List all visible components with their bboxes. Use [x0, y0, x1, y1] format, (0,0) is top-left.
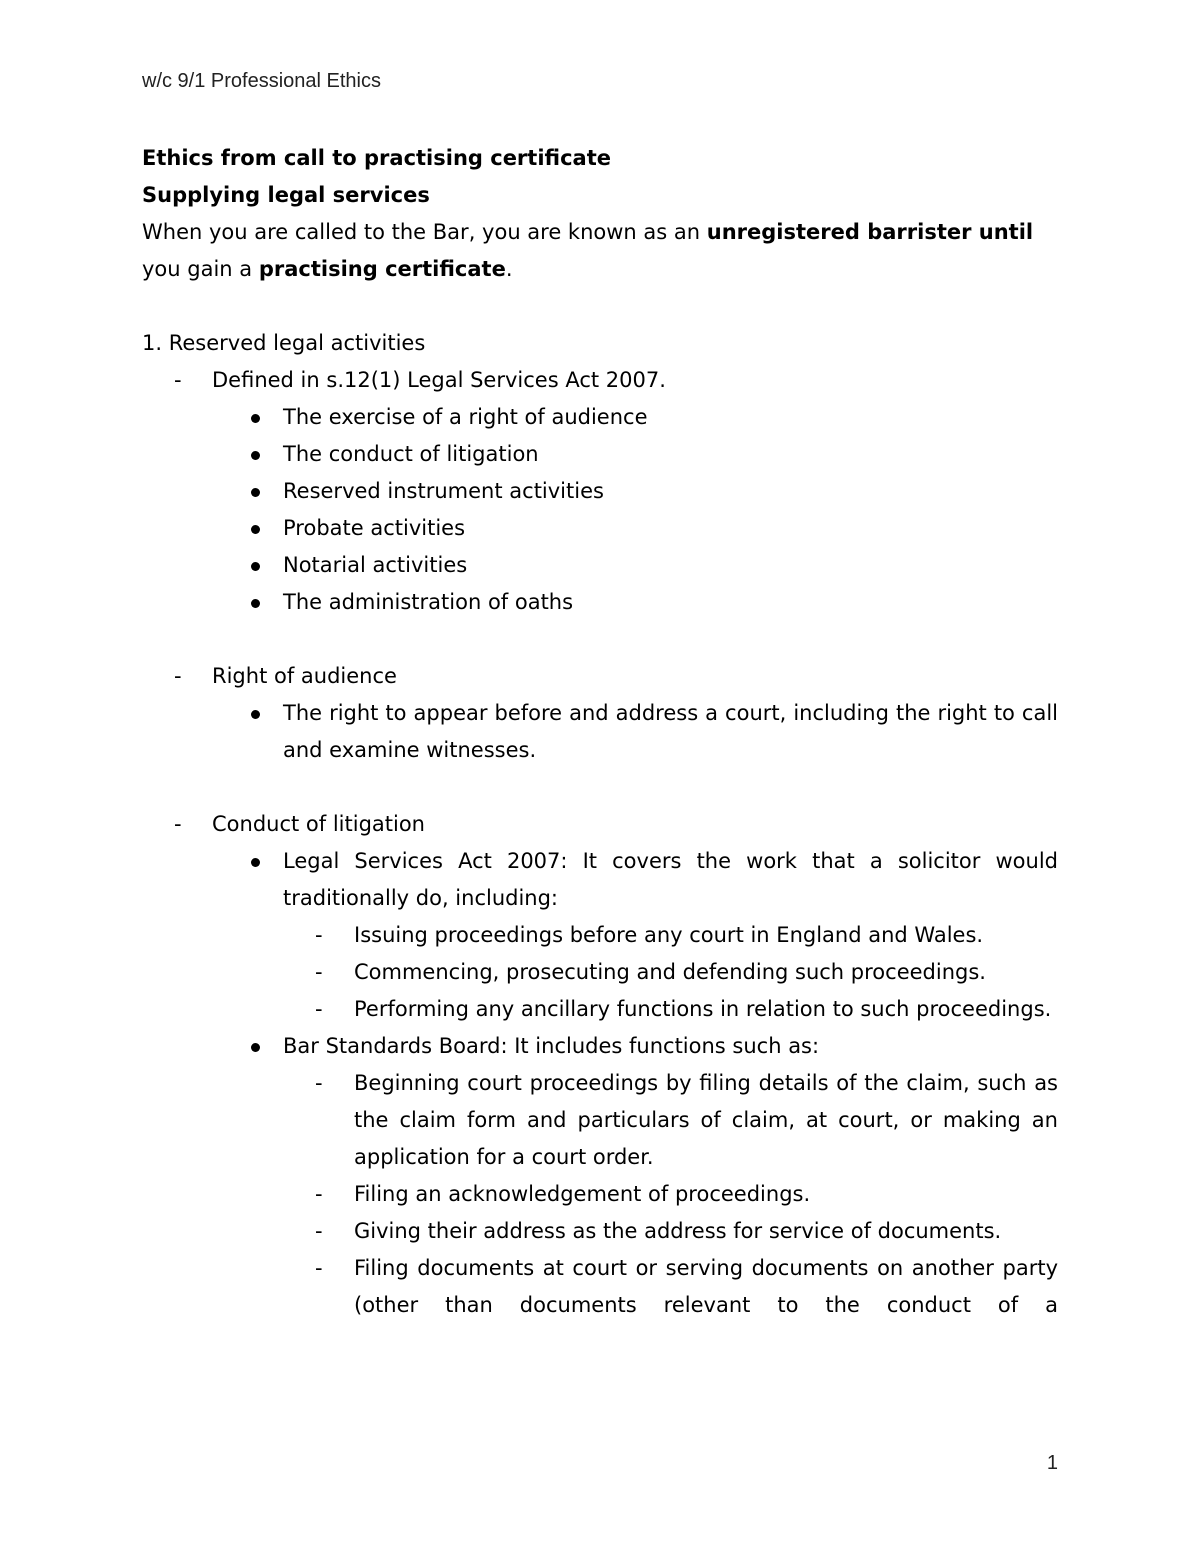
lsa-sub-item — [142, 954, 1058, 991]
bullet-icon — [251, 858, 260, 867]
activity-item — [142, 399, 1058, 436]
defined-text: Defined in s.12(1) Legal Services Act 2007. — [212, 368, 666, 392]
page-header: w/c 9/1 Professional Ethics — [142, 70, 381, 92]
activity-text: The exercise of a right of audience — [283, 405, 648, 429]
intro-period: . — [505, 257, 513, 281]
lsa-sub-item — [142, 917, 1058, 954]
right-of-audience-item — [142, 658, 1058, 695]
document-body — [142, 140, 1058, 1324]
lsa-sub-text: Performing any ancillary functions in relation to such proceedings. — [354, 997, 1052, 1021]
right-of-audience-text: The right to appear before and address a court, including the right to call and examine witnesses. — [283, 701, 1058, 762]
bsb-sub-item — [142, 1213, 1058, 1250]
activity-item — [142, 584, 1058, 621]
page-number: 1 — [1046, 1452, 1058, 1474]
document-title: Ethics from call to practising certificate — [142, 146, 611, 170]
activity-item — [142, 436, 1058, 473]
right-of-audience-label: Right of audience — [212, 664, 397, 688]
dash-marker: - — [315, 960, 323, 984]
bsb-sub-text: Filing documents at court or serving documents on another party (other than documents relevant to the conduct of a — [354, 1256, 1058, 1317]
intro-text: When you are called to the Bar, you are known as an — [142, 220, 707, 244]
bullet-icon — [251, 488, 260, 497]
dash-marker: - — [315, 1256, 323, 1280]
activity-text: Probate activities — [283, 516, 466, 540]
bsb-sub-item — [142, 1176, 1058, 1213]
bsb-bullet — [142, 1028, 1058, 1065]
lsa-sub-item — [142, 991, 1058, 1028]
intro-line-2 — [142, 251, 1058, 288]
activity-item — [142, 547, 1058, 584]
activity-item — [142, 473, 1058, 510]
lsa-bullet-text: Legal Services Act 2007: It covers the work that a solicitor would traditionally do, including: — [283, 849, 1058, 910]
dash-marker: - — [315, 1219, 323, 1243]
activity-item — [142, 510, 1058, 547]
section-heading: 1. Reserved legal activities — [142, 331, 426, 355]
bullet-icon — [251, 599, 260, 608]
conduct-of-litigation-item — [142, 806, 1058, 843]
bullet-icon — [251, 710, 260, 719]
lsa-sub-text: Issuing proceedings before any court in England and Wales. — [354, 923, 984, 947]
bsb-sub-text: Beginning court proceedings by filing details of the claim, such as the claim form and particulars of claim, at court, or making an application for a court order. — [354, 1071, 1058, 1169]
bsb-sub-text: Giving their address as the address for service of documents. — [354, 1219, 1002, 1243]
activity-text: The conduct of litigation — [283, 442, 539, 466]
intro-bold-term-2: practising certificate — [258, 257, 506, 281]
dash-marker: - — [174, 664, 182, 688]
bsb-sub-item — [142, 1065, 1058, 1176]
dash-marker: - — [315, 1182, 323, 1206]
lsa-sub-text: Commencing, prosecuting and defending such proceedings. — [354, 960, 986, 984]
document-subtitle: Supplying legal services — [142, 183, 430, 207]
activity-text: Notarial activities — [283, 553, 468, 577]
bsb-sub-item — [142, 1250, 1058, 1324]
activity-text: The administration of oaths — [283, 590, 574, 614]
bullet-icon — [251, 451, 260, 460]
intro-bold-term: unregistered barrister until — [706, 220, 1034, 244]
lsa-bullet — [142, 843, 1058, 917]
bullet-icon — [251, 562, 260, 571]
dash-marker: - — [315, 997, 323, 1021]
bullet-icon — [251, 414, 260, 423]
dash-marker: - — [315, 1071, 323, 1095]
bsb-sub-text: Filing an acknowledgement of proceedings. — [354, 1182, 811, 1206]
defined-item — [142, 362, 1058, 399]
intro-line-1 — [142, 214, 1058, 251]
intro-text-2: you gain a — [142, 257, 259, 281]
bullet-icon — [251, 1043, 260, 1052]
dash-marker: - — [315, 923, 323, 947]
bullet-icon — [251, 525, 260, 534]
bsb-bullet-text: Bar Standards Board: It includes functions such as: — [283, 1034, 820, 1058]
activity-text: Reserved instrument activities — [283, 479, 604, 503]
conduct-of-litigation-label: Conduct of litigation — [212, 812, 425, 836]
dash-marker: - — [174, 812, 182, 836]
dash-marker: - — [174, 368, 182, 392]
right-of-audience-bullet — [142, 695, 1058, 769]
